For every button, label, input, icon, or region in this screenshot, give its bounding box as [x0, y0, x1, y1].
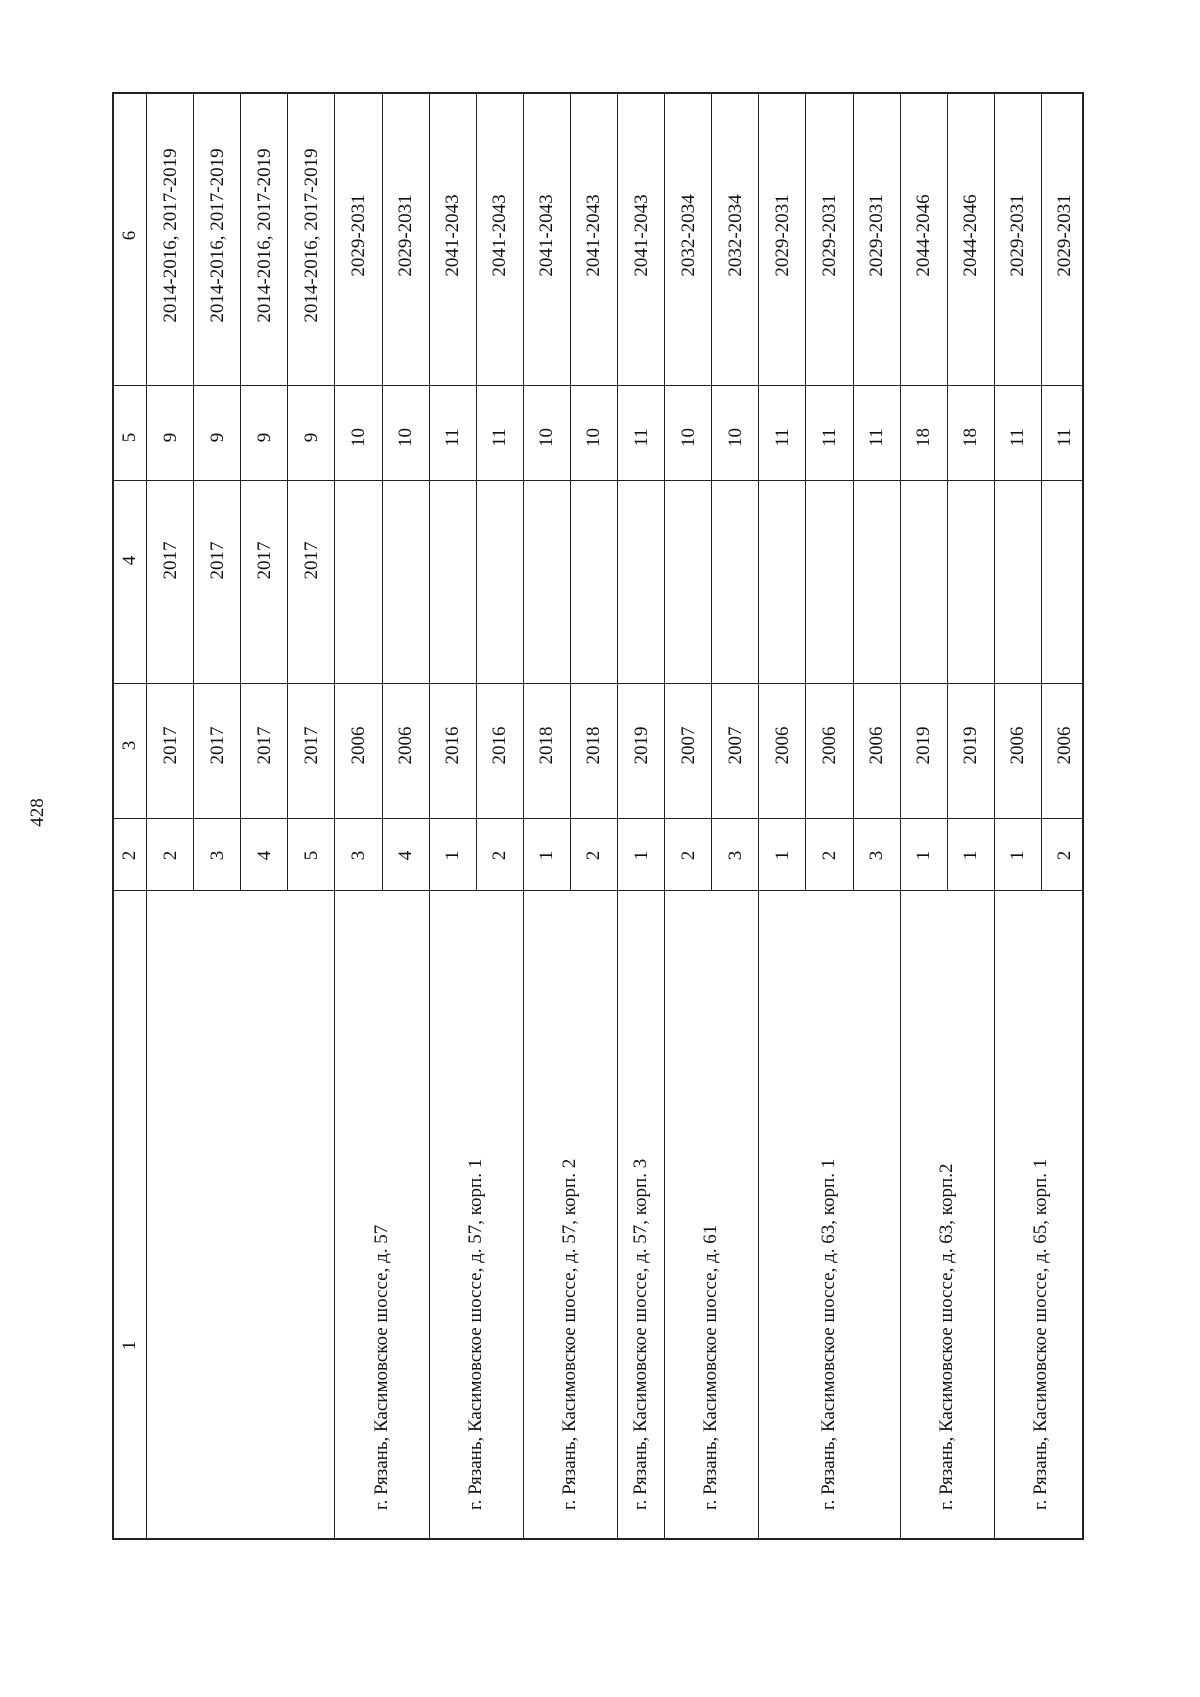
group-divider — [429, 890, 430, 1538]
row-divider — [617, 92, 618, 890]
table-cell: 11 — [441, 428, 463, 447]
table-cell: 10 — [535, 428, 557, 447]
table-cell: 2032-2034 — [724, 194, 746, 277]
address-cell: г. Рязань, Касимовское шоссе, д. 63, корп. 1 — [818, 1158, 839, 1510]
address-cell: г. Рязань, Касимовское шоссе, д. 57, корп. 3 — [630, 1158, 651, 1510]
row-divider — [476, 92, 477, 890]
table-cell — [358, 560, 359, 561]
table-cell: 2041-2043 — [488, 194, 510, 277]
address-cell: г. Рязань, Касимовское шоссе, д. 65, корп. 1 — [1030, 1158, 1051, 1510]
table-cell: 2017 — [300, 726, 322, 765]
table-cell: 10 — [347, 428, 369, 447]
table-cell — [452, 560, 453, 561]
group-divider — [523, 890, 524, 1538]
table-cell: 11 — [1053, 428, 1075, 447]
table-cell — [782, 560, 783, 561]
table-cell: 1 — [441, 850, 463, 861]
table-cell: 1 — [771, 850, 793, 861]
group-divider — [994, 890, 995, 1538]
table-cell: 2006 — [394, 726, 416, 765]
row-divider — [853, 92, 854, 890]
group-divider — [758, 890, 759, 1538]
row-divider — [193, 92, 194, 890]
table-cell: 2029-2031 — [818, 194, 840, 277]
table-cell — [688, 560, 689, 561]
table-cell: 2029-2031 — [771, 194, 793, 277]
table-cell: 11 — [1006, 428, 1028, 447]
table-cell: 2007 — [724, 726, 746, 765]
table-cell: 2014-2016, 2017-2019 — [159, 148, 181, 323]
column-header: 2 — [118, 850, 140, 861]
table-cell: 18 — [912, 428, 934, 447]
table-cell: 2044-2046 — [912, 194, 934, 277]
row-divider — [758, 92, 759, 890]
address-cell: г. Рязань, Касимовское шоссе, д. 57, корп. 2 — [559, 1158, 580, 1510]
table-cell — [970, 560, 971, 561]
table-cell: 4 — [253, 850, 275, 861]
table-border-top — [112, 92, 1083, 94]
table-cell: 2006 — [347, 726, 369, 765]
table-cell: 2017 — [253, 541, 275, 580]
table-cell: 3 — [206, 850, 228, 861]
row-divider — [382, 92, 383, 890]
table-cell: 2017 — [253, 726, 275, 765]
table-cell: 2019 — [630, 726, 652, 765]
table-cell — [641, 560, 642, 561]
table-cell: 2041-2043 — [441, 194, 463, 277]
table-cell — [829, 560, 830, 561]
table-cell: 2029-2031 — [1006, 194, 1028, 277]
table-cell: 2019 — [959, 726, 981, 765]
row-divider — [900, 92, 901, 890]
table-cell: 2014-2016, 2017-2019 — [206, 148, 228, 323]
table-cell: 9 — [300, 432, 322, 443]
column-divider — [112, 818, 1083, 819]
column-header: 4 — [118, 555, 140, 566]
table-cell: 2029-2031 — [394, 194, 416, 277]
table-cell: 11 — [771, 428, 793, 447]
table-cell: 2 — [818, 850, 840, 861]
table-cell: 2014-2016, 2017-2019 — [253, 148, 275, 323]
row-divider — [523, 92, 524, 890]
row-divider — [664, 92, 665, 890]
table-cell: 2017 — [159, 541, 181, 580]
table-cell: 18 — [959, 428, 981, 447]
table-cell: 9 — [253, 432, 275, 443]
table-cell: 4 — [394, 850, 416, 861]
address-cell: г. Рязань, Касимовское шоссе, д. 63, корп.2 — [936, 1163, 957, 1510]
table-cell: 2 — [159, 850, 181, 861]
table-cell: 2018 — [582, 726, 604, 765]
row-divider — [334, 92, 335, 890]
header-separator — [146, 92, 147, 1538]
row-divider — [570, 92, 571, 890]
table-cell: 2044-2046 — [959, 194, 981, 277]
table-cell: 2 — [582, 850, 604, 861]
table-cell: 2032-2034 — [677, 194, 699, 277]
table-cell: 2041-2043 — [630, 194, 652, 277]
table-cell — [405, 560, 406, 561]
group-divider — [664, 890, 665, 1538]
table-border-right — [1082, 92, 1084, 1540]
table-cell: 2 — [677, 850, 699, 861]
table-cell: 3 — [865, 850, 887, 861]
table-cell: 2006 — [1053, 726, 1075, 765]
table-cell: 2018 — [535, 726, 557, 765]
table-cell: 2006 — [865, 726, 887, 765]
table-cell — [546, 560, 547, 561]
table-cell: 2 — [1053, 850, 1075, 861]
group-divider — [334, 890, 335, 1538]
table-cell: 11 — [818, 428, 840, 447]
table-cell: 2041-2043 — [582, 194, 604, 277]
column-divider — [112, 385, 1083, 386]
table-cell: 2006 — [1006, 726, 1028, 765]
table-cell: 2017 — [300, 541, 322, 580]
table-cell: 2017 — [206, 541, 228, 580]
table-cell: 1 — [912, 850, 934, 861]
table-cell: 2 — [488, 850, 510, 861]
table-cell: 2019 — [912, 726, 934, 765]
row-divider — [947, 92, 948, 890]
row-divider — [711, 92, 712, 890]
table-cell: 10 — [582, 428, 604, 447]
row-divider — [240, 92, 241, 890]
address-cell: г. Рязань, Касимовское шоссе, д. 57 — [371, 1224, 392, 1510]
table-cell: 11 — [488, 428, 510, 447]
table-border-bottom — [112, 1538, 1083, 1540]
table-cell — [1064, 560, 1065, 561]
table-cell: 2006 — [818, 726, 840, 765]
column-header: 3 — [118, 740, 140, 751]
table-cell: 1 — [630, 850, 652, 861]
table-cell: 1 — [959, 850, 981, 861]
table-border-left — [112, 92, 114, 1540]
table-cell: 11 — [630, 428, 652, 447]
table-cell: 2016 — [441, 726, 463, 765]
table-cell — [593, 560, 594, 561]
table-cell: 1 — [1006, 850, 1028, 861]
row-divider — [287, 92, 288, 890]
table-cell: 2041-2043 — [535, 194, 557, 277]
table-cell: 2006 — [771, 726, 793, 765]
table-cell: 2016 — [488, 726, 510, 765]
table-cell: 2029-2031 — [865, 194, 887, 277]
table-cell: 2029-2031 — [1053, 194, 1075, 277]
table-cell: 2017 — [206, 726, 228, 765]
group-divider — [900, 890, 901, 1538]
table-cell: 9 — [206, 432, 228, 443]
column-divider — [112, 480, 1083, 481]
column-divider — [112, 890, 1083, 891]
row-divider — [805, 92, 806, 890]
table-cell: 3 — [347, 850, 369, 861]
row-divider — [1041, 92, 1042, 890]
table-cell — [735, 560, 736, 561]
table-cell — [923, 560, 924, 561]
column-divider — [112, 683, 1083, 684]
table-cell: 9 — [159, 432, 181, 443]
table-cell: 11 — [865, 428, 887, 447]
page-number: 428 — [26, 798, 48, 827]
row-divider — [994, 92, 995, 890]
row-divider — [429, 92, 430, 890]
table-cell: 1 — [535, 850, 557, 861]
table-cell: 2014-2016, 2017-2019 — [300, 148, 322, 323]
table-cell: 10 — [677, 428, 699, 447]
address-cell: г. Рязань, Касимовское шоссе, д. 61 — [700, 1224, 721, 1510]
table-cell: 2029-2031 — [347, 194, 369, 277]
table-cell: 2017 — [159, 726, 181, 765]
table-cell — [876, 560, 877, 561]
table-cell — [1017, 560, 1018, 561]
table-cell: 10 — [724, 428, 746, 447]
group-divider — [617, 890, 618, 1538]
column-header: 5 — [118, 432, 140, 443]
table-cell — [499, 560, 500, 561]
address-cell: г. Рязань, Касимовское шоссе, д. 57, корп. 1 — [465, 1158, 486, 1510]
table-cell: 2007 — [677, 726, 699, 765]
table-cell: 10 — [394, 428, 416, 447]
table-cell: 5 — [300, 850, 322, 861]
column-header: 6 — [118, 230, 140, 241]
table-cell: 3 — [724, 850, 746, 861]
column-header: 1 — [118, 1340, 140, 1351]
